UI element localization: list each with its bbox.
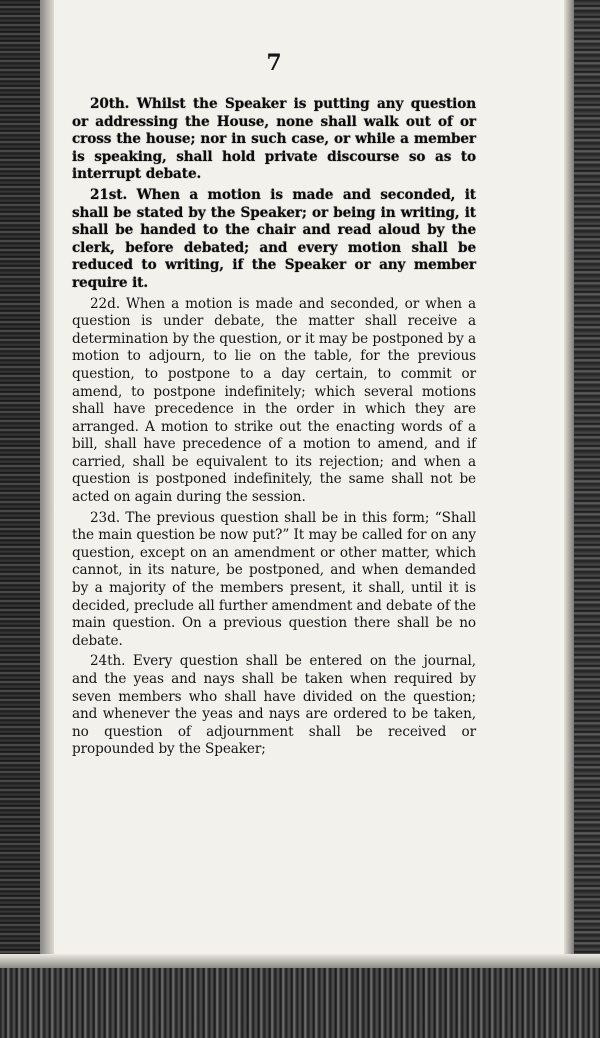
binding-shadow-left [0, 0, 40, 1038]
rule-24-paragraph: 24th. Every question shall be entered on the journal, and the yeas and nays shall be taken when required by seven members who shall have divided on the question; and whenever the yeas and nays are ordered to be taken, no question of adjournment shall be received or propounded by the Speaker; [72, 653, 476, 758]
page-body [72, 52, 476, 759]
rule-21-paragraph: 21st. When a motion is made and seconded, it shall be stated by the Speaker; or being in writing, it shall be handed to the chair and read aloud by the clerk, before debated; and every motion shall be reduced to writing, if the Speaker or any member require it. [72, 186, 476, 291]
binding-fade-bottom [0, 954, 600, 968]
binding-fade-left [40, 0, 54, 1038]
rule-22-paragraph: 22d. When a motion is made and seconded, or when a question is under debate, the matter shall receive a determination by the question, or it may be postponed by a motion to adjourn, to lie on the table, for the previous question, to postpone to a day certain, to commit or amend, to postpone indefinitely; which several motions shall have precedence in the order in which they are arranged. A motion to strike out the enacting words of a bill, shall have precedence of a motion to amend, and if carried, shall be equivalent to its rejection; and when a question is postponed indefinitely, the same shall not be acted on again during the session. [72, 295, 476, 506]
binding-fade-right [564, 0, 574, 1038]
binding-shadow-bottom [0, 968, 600, 1038]
rule-20-paragraph: 20th. Whilst the Speaker is putting any question or addressing the House, none shall walk out of or cross the house; nor in such case, or while a member is speaking, shall hold private discourse so as to interrupt debate. [72, 96, 476, 183]
page-number: 7 [266, 50, 282, 76]
rule-23-paragraph: 23d. The previous question shall be in this form; “Shall the main question be now put?” It may be called for on any question, except on an amendment or other matter, which cannot, in its nature, be postponed, and when demanded by a majority of the members present, it shall, until it is decided, preclude all further amendment and debate of the main question. On a previous question there shall be no debate. [72, 509, 476, 649]
binding-shadow-right [574, 0, 600, 1038]
